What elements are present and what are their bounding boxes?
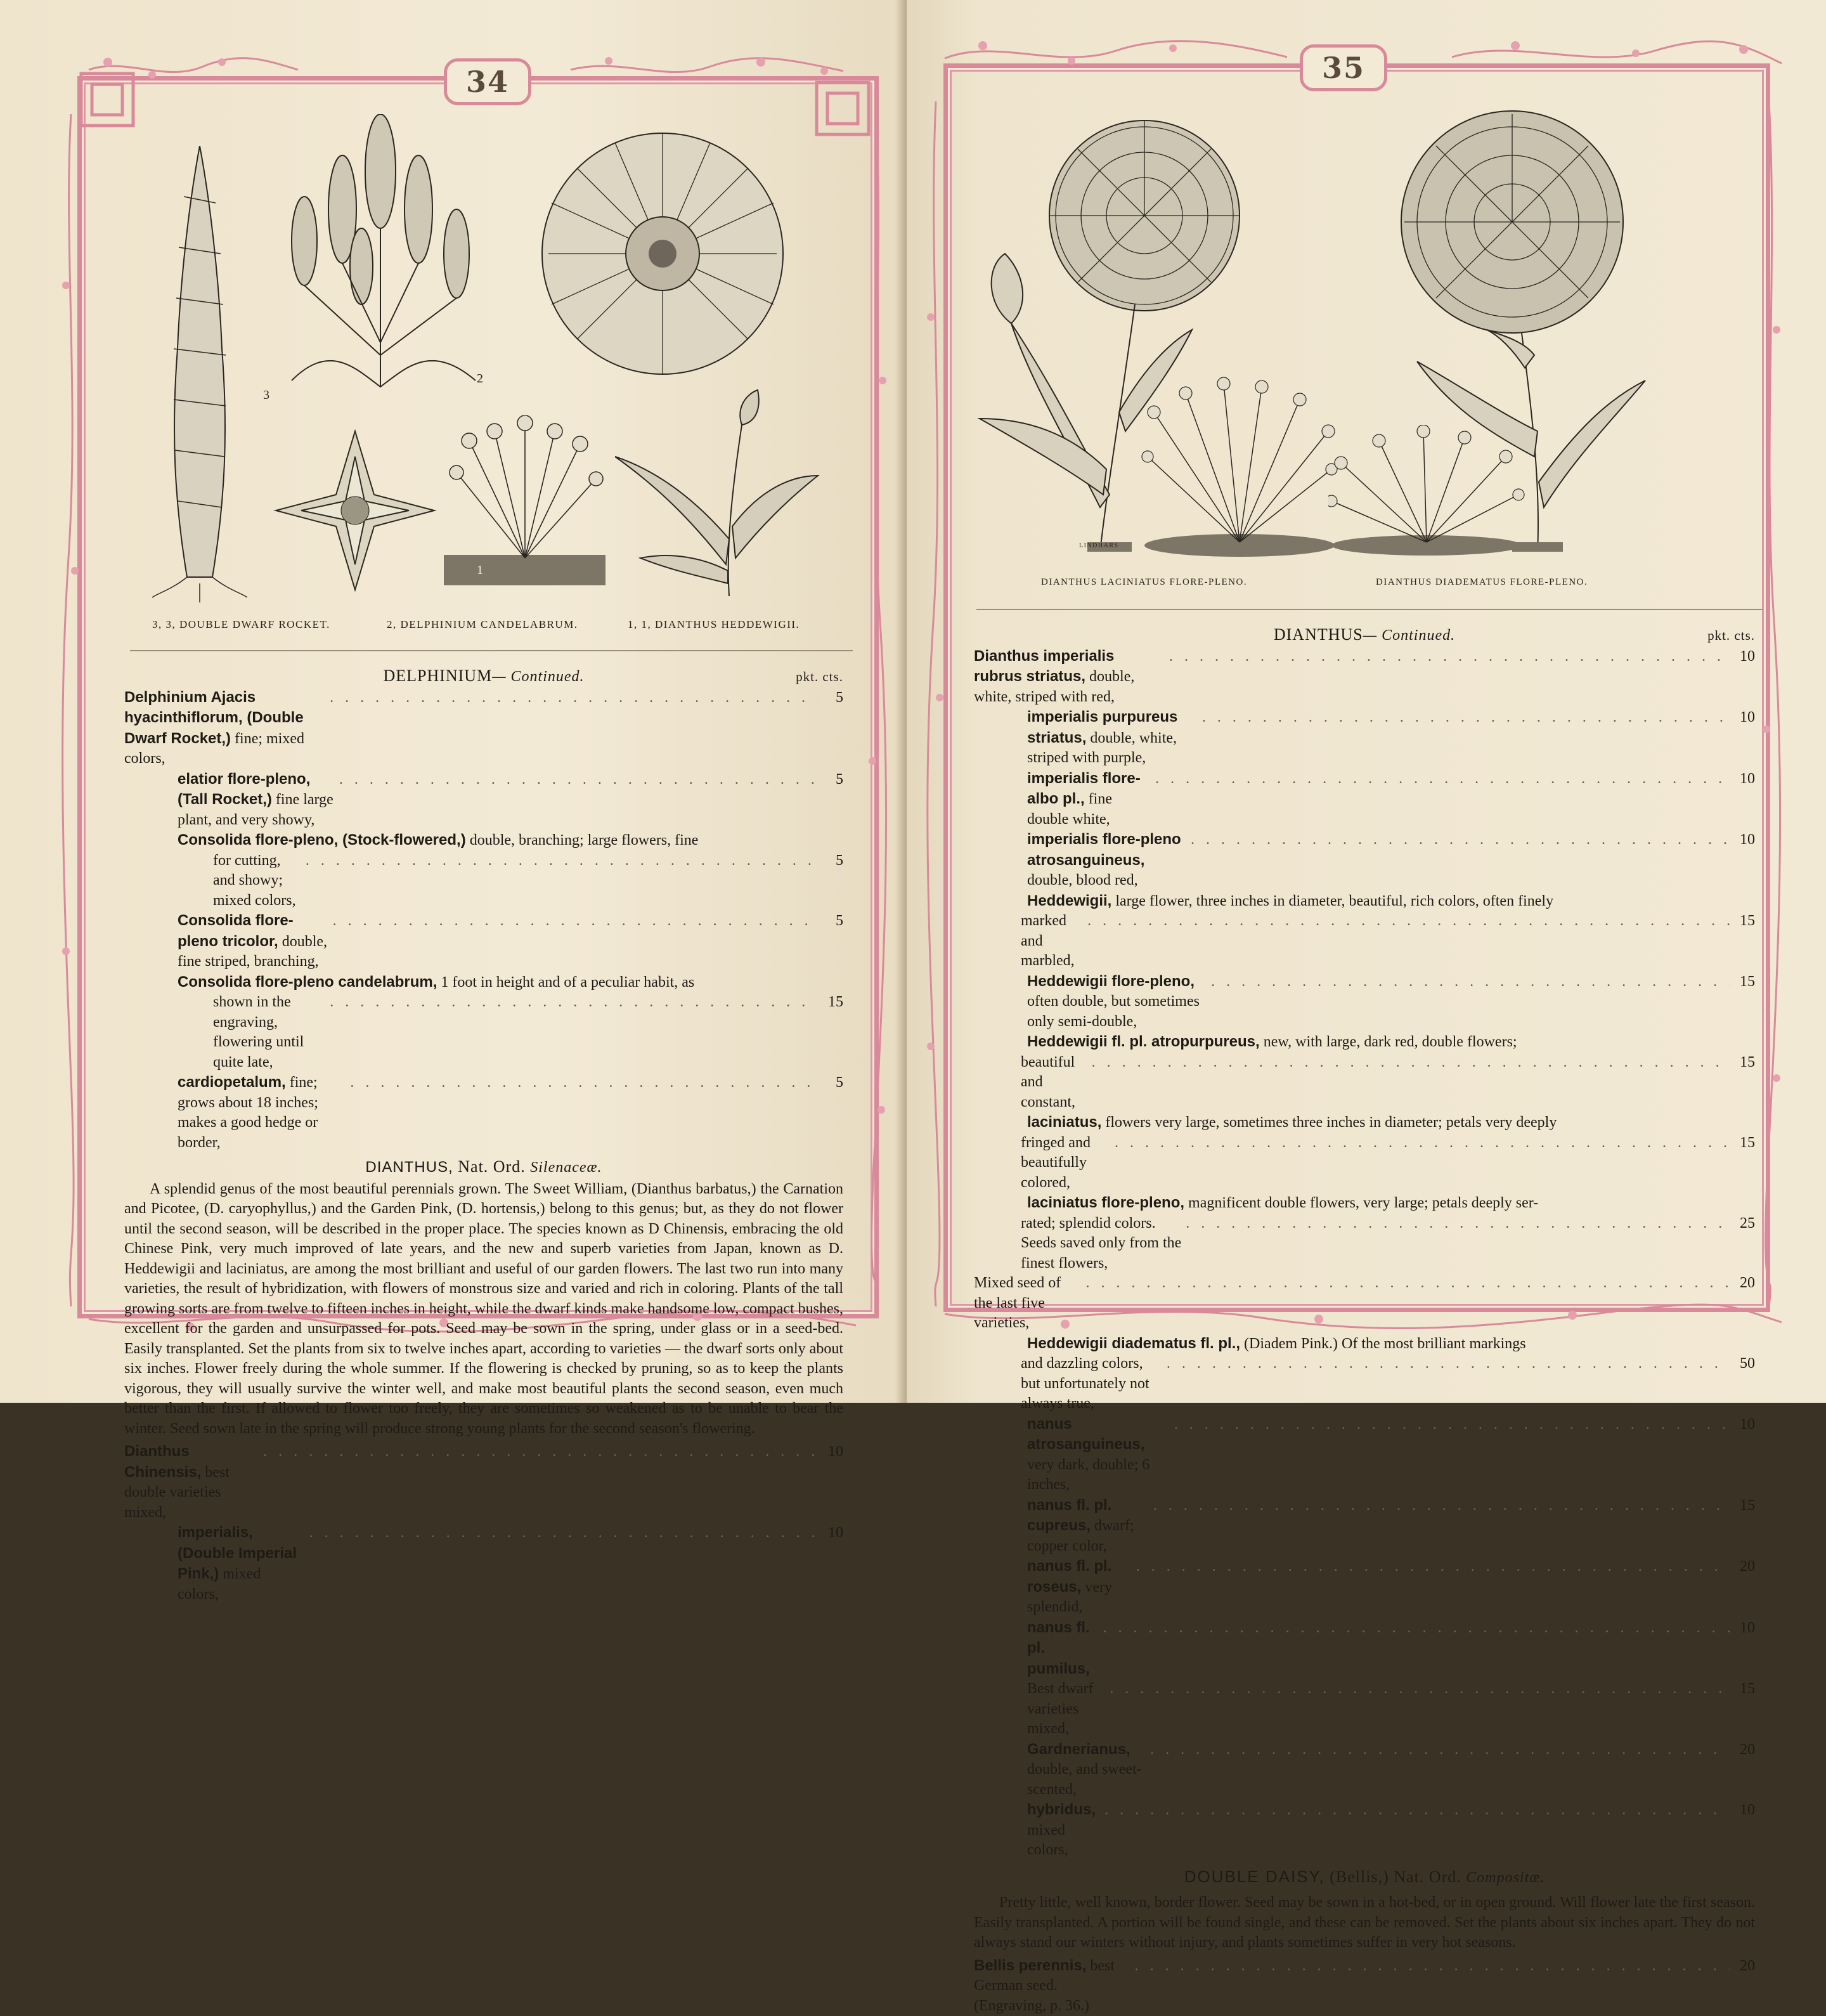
price: 10 — [822, 1442, 843, 1462]
variety-name: nanus fl. pl. pumilus, — [1027, 1619, 1090, 1677]
variety-name: Dianthus imperialis rubrus striatus, — [974, 647, 1114, 686]
variety-name: laciniatus, — [1027, 1114, 1101, 1131]
caption-double-dwarf-rocket: 3, 3, DOUBLE DWARF ROCKET. — [152, 618, 330, 631]
price: 15 — [822, 992, 843, 1013]
pkt-cts-label: pkt. cts. — [796, 667, 843, 687]
variety-description: and dazzling colors, but unfortunately not always true, — [1021, 1354, 1163, 1414]
price-row-continuation — [974, 1053, 1755, 1113]
price: 20 — [1733, 1740, 1755, 1760]
price: 20 — [1733, 1273, 1755, 1294]
section-rule — [130, 650, 853, 651]
variety-description: fringed and beautifully colored, — [1021, 1133, 1111, 1193]
variety-description: rated; splendid colors. Seeds saved only from the finest flowers, — [1021, 1214, 1182, 1274]
page-number: 35 — [1300, 44, 1387, 91]
price-row — [124, 830, 843, 851]
price-row — [974, 1556, 1755, 1618]
variety-description: mixed colors, — [178, 1566, 261, 1603]
price: 10 — [1733, 1618, 1755, 1639]
variety-description: flowers very large, sometimes three inches in diameter; petals very deeply — [1101, 1114, 1557, 1131]
price-row — [974, 1414, 1755, 1495]
variety-description: marked and marbled, — [1021, 911, 1084, 972]
caption-dianthus-heddewigii: 1, 1, DIANTHUS HEDDEWIGII. — [628, 618, 800, 631]
caption-dianthus-diadematus: DIANTHUS DIADEMATUS FLORE-PLENO. — [1376, 577, 1588, 588]
price-row — [124, 769, 843, 831]
figure-label-1: 1 — [477, 563, 484, 578]
variety-name: elatior flore-pleno, (Tall Rocket,) — [178, 771, 310, 809]
price: 5 — [822, 851, 843, 871]
price-row — [974, 1618, 1755, 1680]
price-row — [124, 687, 843, 769]
variety-description: double, white, striped with red, — [974, 668, 1134, 705]
dianthus-price-list — [974, 646, 1755, 1861]
delphinium-title: DELPHINIUM — [383, 667, 492, 685]
price-row — [974, 1112, 1755, 1133]
price: 10 — [1733, 830, 1755, 850]
variety-description: fine; grows about 18 inches; makes a good hedge or border, — [178, 1074, 318, 1151]
figure-label-3: 3 — [263, 388, 271, 403]
variety-name: nanus fl. pl. cupreus, — [1027, 1497, 1111, 1535]
order-name: Compositæ. — [1466, 1870, 1544, 1886]
variety-name: cardiopetalum, — [178, 1074, 286, 1091]
variety-name: Consolida flore-pleno candelabrum, — [178, 973, 437, 991]
variety-name: nanus atrosanguineus, — [1027, 1415, 1144, 1453]
variety-description: best German seed. (Engraving, p. 36.) — [974, 1958, 1115, 2014]
engraver-signature: LINDHARS — [1079, 542, 1119, 549]
order-name: Silenaceæ. — [530, 1159, 602, 1176]
dianthus-heddewigii-bud-engraving — [615, 387, 824, 596]
price: 15 — [1733, 1133, 1755, 1154]
section-rule — [976, 609, 1763, 610]
left-page-text — [124, 666, 843, 1604]
price: 20 — [1733, 1557, 1755, 1577]
price: 10 — [1733, 1800, 1755, 1821]
variety-description: fine; mixed colors, — [124, 731, 304, 767]
variety-description: double, blood red, — [1027, 872, 1138, 888]
variety-description: 1 foot in height and of a peculiar habit, as — [437, 974, 694, 991]
variety-description: double, branching; large flowers, fine — [466, 832, 699, 849]
variety-description: double, white, striped with purple, — [1027, 730, 1177, 767]
price-row-continuation — [974, 1133, 1755, 1193]
price: 10 — [1733, 647, 1755, 667]
variety-description: very dark, double; 6 inches, — [1027, 1457, 1149, 1493]
variety-description: (Diadem Pink.) Of the most brilliant markings — [1240, 1336, 1526, 1352]
dianthus-heading — [124, 1157, 843, 1178]
variety-description: large flower, three inches in diameter, beautiful, rich colors, often finely — [1111, 893, 1553, 909]
dianthus-title-suffix: — Continued. — [1363, 627, 1455, 644]
dianthus-description: A splendid genus of the most beautiful perennials grown. The Sweet William, (Dianthus barbatus,) the Carnation and Picotee, (D. caryophyllus,) and the Garden Pink, (D. hortensis,) belong to this genus; but, as they do not flower until the second season, will be described in the proper place. The species known as D Chinensis, embracing the old Chinese Pink, very much improved of late years, and the new and superb varieties from Japan, known as D. Heddewigii and laciniatus, are among the most brilliant and useful of our garden flowers. The last two run into many varieties, the result of hybridization, with flowers of monstrous size and varied and rich in coloring. Plants of the tall growing sorts are from twelve to fifteen inches in height, while the dwarf kinds make handsome low, compact bushes, excellent for the garden and unsurpassed for pots. Seed may be sown in the spring, under glass or in a seed-bed. Easily transplanted. Set the plants from six to twelve inches apart, according to varieties — the dwarf sorts only about six inches. Flower freely during the whole summer. If the flowering is checked by pruning, so as to keep the plants vigorous, they will usually survive the winter well, and make most beautiful plants the second season, even much better than the first. If allowed to flower too freely, they are sometimes so weakened as to be unable to bear the winter. Seed sown late in the spring will produce strong young plants for the second season's flowering. — [124, 1180, 843, 1440]
price-row — [974, 707, 1755, 769]
genus: (Bellis,) — [1330, 1868, 1389, 1886]
price: 5 — [822, 688, 843, 708]
variety-description: fine double white, — [1027, 791, 1112, 828]
right-page — [907, 0, 1826, 1403]
variety-name: Heddewigii, — [1027, 892, 1111, 909]
variety-description: fine large plant, and very showy, — [178, 791, 333, 828]
variety-description: often double, but sometimes only semi-double, — [1027, 993, 1200, 1030]
price-row-continuation — [124, 851, 843, 911]
price: 15 — [1733, 972, 1755, 992]
variety-description: Best dwarf varieties mixed, — [1027, 1681, 1094, 1737]
variety-name: Gardnerianus, — [1027, 1741, 1130, 1758]
price-row — [974, 972, 1755, 1032]
price: 20 — [1733, 1956, 1755, 1977]
price: 15 — [1733, 1496, 1755, 1516]
order-label: Nat. Ord. — [1394, 1868, 1461, 1886]
price-row — [974, 769, 1755, 830]
variety-name: Bellis perennis, — [974, 1957, 1086, 1974]
caption-delphinium-candelabrum: 2, DELPHINIUM CANDELABRUM. — [387, 618, 578, 631]
price-row — [974, 1032, 1755, 1053]
variety-name: laciniatus flore-pleno, — [1027, 1194, 1184, 1211]
price-row-continuation — [974, 911, 1755, 972]
double-dwarf-rocket-engraving — [152, 146, 247, 602]
variety-description: magnificent double flowers, very large; petals deeply ser- — [1184, 1195, 1538, 1211]
price-row — [974, 1495, 1755, 1557]
dwarf-dianthus-engraving — [444, 415, 609, 587]
variety-name: imperialis purpureus striatus, — [1027, 708, 1177, 746]
price: 10 — [1733, 708, 1755, 728]
variety-description: mixed colors, — [1027, 1822, 1068, 1859]
variety-name: imperialis flore-pleno atrosanguineus, — [1027, 831, 1181, 869]
price: 5 — [822, 1073, 843, 1093]
price: 5 — [822, 770, 843, 790]
price-row-continuation — [124, 992, 843, 1072]
variety-name: Consolida flore-pleno, (Stock-flowered,) — [178, 831, 466, 849]
variety-name: Consolida flore-pleno tricolor, — [178, 912, 294, 950]
variety-description: dwarf; copper color, — [1027, 1518, 1134, 1554]
variety-description: shown in the engraving, flowering until quite late, — [213, 992, 326, 1072]
price-row — [974, 1956, 1755, 2016]
price-row — [974, 1679, 1755, 1740]
variety-name: hybridus, — [1027, 1801, 1096, 1818]
price-row-continuation — [974, 1354, 1755, 1414]
variety-description: best double varieties mixed, — [124, 1464, 230, 1521]
variety-description: double, and sweet-scented, — [1027, 1761, 1142, 1798]
order-label: Nat. Ord. — [458, 1157, 525, 1176]
variety-name: Heddewigii flore-pleno, — [1027, 973, 1195, 990]
right-page-text — [974, 625, 1755, 2016]
price: 5 — [822, 911, 843, 932]
price-row — [974, 1273, 1755, 1334]
price-row — [974, 646, 1755, 708]
price-row — [124, 1523, 843, 1604]
dianthus-heddewigii-flower-engraving — [507, 120, 824, 393]
figure-label-2: 2 — [477, 372, 484, 386]
price: 15 — [1733, 1053, 1755, 1073]
delphinium-candelabrum-engraving — [266, 114, 495, 393]
variety-description: new, with large, dark red, double flowers; — [1260, 1034, 1517, 1050]
price: 10 — [822, 1523, 843, 1544]
price-row — [974, 1334, 1755, 1355]
price: 15 — [1733, 1679, 1755, 1700]
price-row — [974, 1800, 1755, 1861]
variety-name: imperialis flore-albo pl., — [1027, 770, 1141, 808]
variety-name: nanus fl. pl. roseus, — [1027, 1558, 1111, 1596]
price: 15 — [1733, 911, 1755, 932]
price-row — [974, 891, 1755, 912]
double-daisy-heading — [974, 1867, 1755, 1889]
variety-name: Heddewigii diadematus fl. pl., — [1027, 1335, 1240, 1352]
dianthus-title: DIANTHUS — [1274, 625, 1363, 644]
variety-name: Delphinium Ajacis hyacinthiflorum, (Double Dwarf Rocket,) — [124, 689, 304, 747]
variety-name: Heddewigii fl. pl. atropurpureus, — [1027, 1033, 1260, 1050]
variety-description: for cutting, and showy; mixed colors, — [213, 851, 302, 911]
price-row — [124, 1072, 843, 1153]
variety-name: Dianthus Chinensis, — [124, 1443, 201, 1481]
variety-description: beautiful and constant, — [1021, 1053, 1088, 1113]
double-daisy-description: Pretty little, well known, border flower. Seed may be sown in a hot-bed, or in open ground. Will flower late the first season. Easily transplanted. A portion will be found single, and these can be removed. Set the plants about six inches apart. They do not always stand our winters without injury, and plants sometimes suffer in very hot seasons. — [974, 1893, 1755, 1953]
variety-name: imperialis, (Double Imperial Pink,) — [178, 1524, 297, 1582]
price-row — [974, 1740, 1755, 1800]
price-row-continuation — [974, 1214, 1755, 1274]
price-row — [124, 1441, 843, 1523]
price-row — [124, 972, 843, 993]
pkt-cts-label: pkt. cts. — [1707, 626, 1755, 646]
price-row — [124, 911, 843, 972]
price: 10 — [1733, 1415, 1755, 1435]
price-row — [974, 1193, 1755, 1214]
left-page — [0, 0, 907, 1403]
double-flower-engraving — [269, 425, 441, 596]
variety-description: double, fine striped, branching, — [178, 933, 327, 970]
dwarf-dianthus-clump-left-engraving — [1141, 374, 1338, 558]
price-row — [974, 829, 1755, 891]
delphinium-heading — [124, 666, 843, 687]
page-number: 34 — [444, 58, 531, 105]
variety-description: Mixed seed of the last five varieties, — [974, 1275, 1061, 1331]
dianthus-continued-heading — [974, 625, 1755, 646]
price: 25 — [1733, 1214, 1755, 1234]
delphinium-title-suffix: — Continued. — [492, 668, 584, 685]
dianthus-title: DIANTHUS, — [365, 1159, 453, 1176]
price: 50 — [1733, 1354, 1755, 1374]
dianthus-diadematus-engraving — [1373, 101, 1658, 558]
price: 10 — [1733, 769, 1755, 790]
caption-dianthus-laciniatus: DIANTHUS LACINIATUS FLORE-PLENO. — [1041, 577, 1247, 588]
double-daisy-title: DOUBLE DAISY, — [1184, 1867, 1325, 1886]
variety-description: very splendid, — [1027, 1579, 1112, 1616]
